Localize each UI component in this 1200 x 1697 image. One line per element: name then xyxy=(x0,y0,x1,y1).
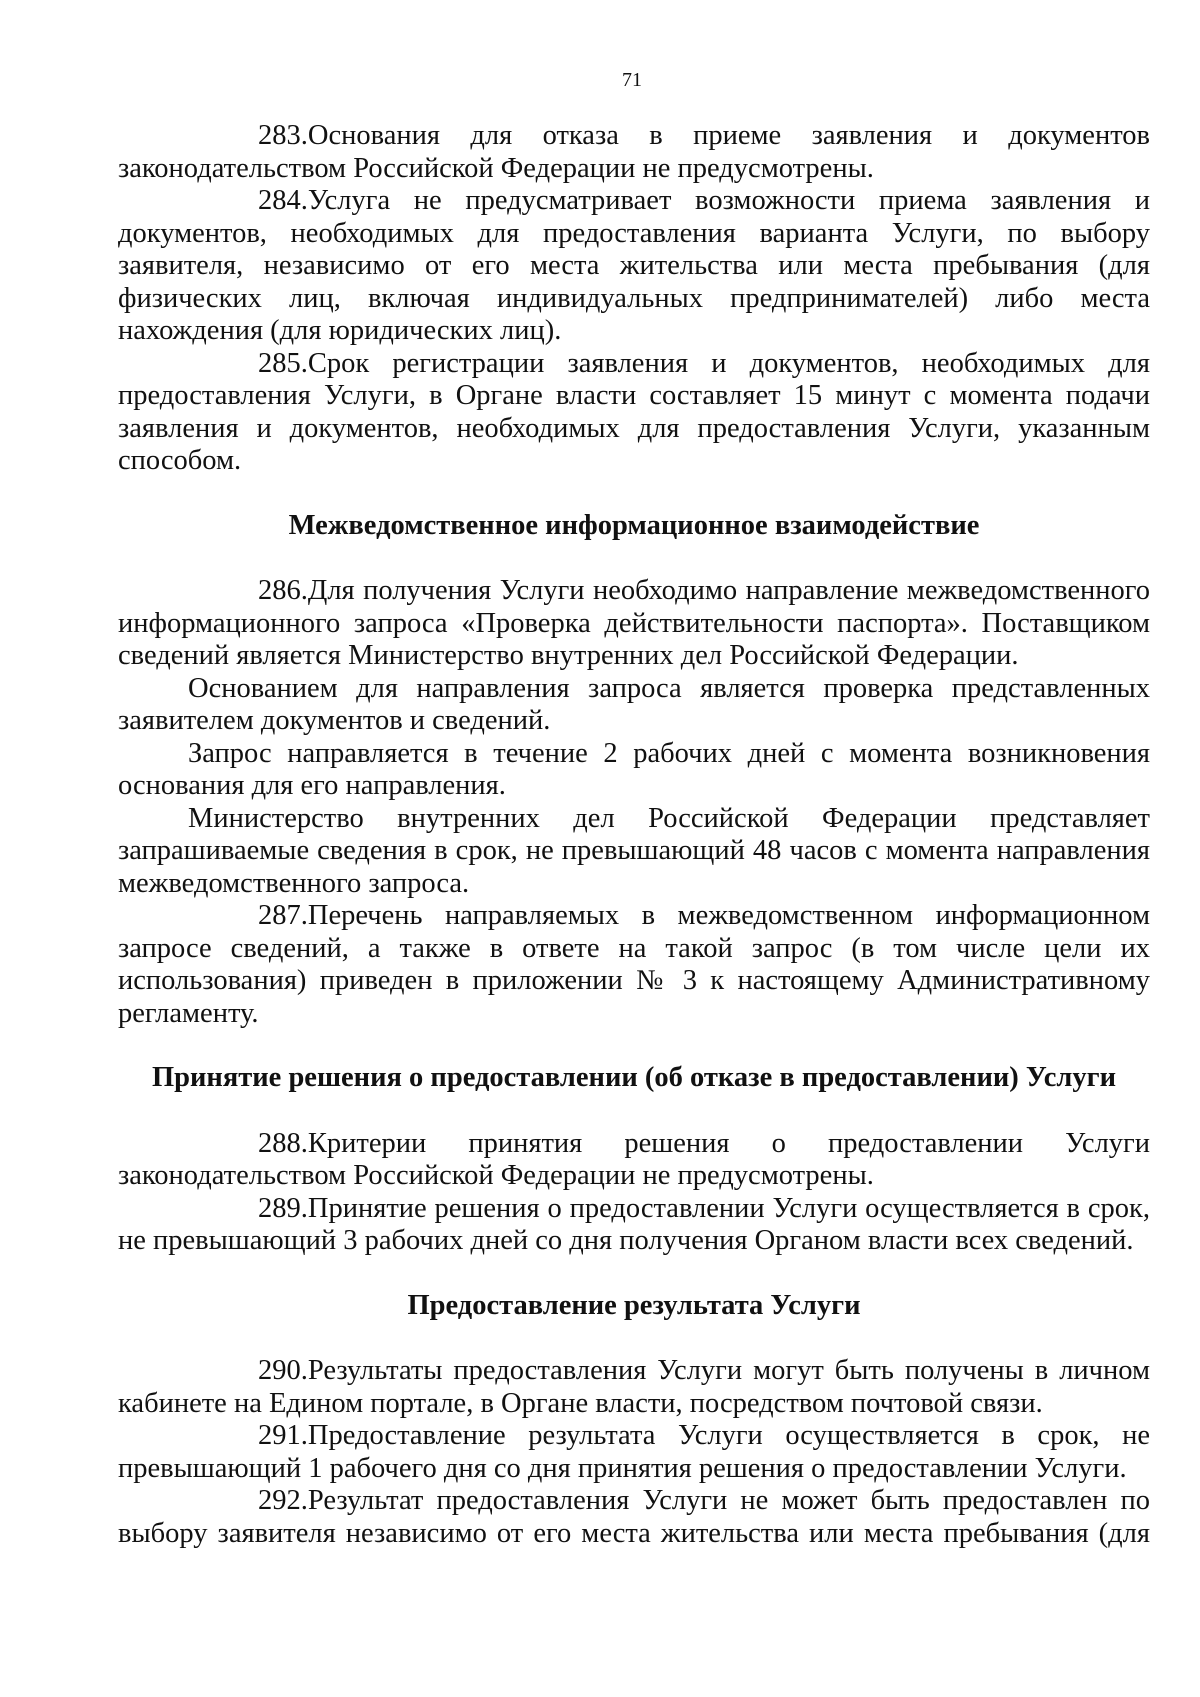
paragraph-291 xyxy=(118,1420,1150,1485)
paragraph-number: 288. xyxy=(258,1127,308,1159)
paragraph-text: Основанием для направления запроса является проверка представленных заявителем документов и сведений. xyxy=(118,672,1150,736)
paragraph-number: 291. xyxy=(258,1420,308,1451)
paragraph-number: 284. xyxy=(258,185,308,216)
paragraph-286 xyxy=(118,575,1150,673)
paragraph-text: Перечень направляемых в межведомственном информационном запросе сведений, а также в ответе на такой запрос (в том числе цели их использования) приведен в приложении № 3 к настоящему Административному регламенту. xyxy=(118,900,1150,1029)
paragraph-285 xyxy=(118,348,1150,478)
paragraph-288 xyxy=(118,1128,1150,1193)
section-heading: Принятие решения о предоставлении (об отказе в предоставлении) Услуги xyxy=(151,1062,1116,1093)
paragraph-text: Результаты предоставления Услуги могут быть получены в личном кабинете на Едином портале, в Органе власти, посредством почтовой связи. xyxy=(118,1355,1150,1419)
paragraph-284 xyxy=(118,185,1150,348)
section-heading: Межведомственное информационное взаимодействие xyxy=(288,509,980,541)
paragraph-number: 289. xyxy=(258,1192,308,1224)
paragraph-290 xyxy=(118,1355,1150,1420)
paragraph-286-basis xyxy=(118,673,1150,738)
paragraph-text: Критерии принятия решения о предоставлении Услуги законодательством Российской Федерации не предусмотрены. xyxy=(118,1127,1150,1191)
paragraph-text: Срок регистрации заявления и документов, необходимых для предоставления Услуги, в Органе власти составляет 15 минут с момента подачи заявления и документов, необходимых для предоставления Услуги, указанным способом. xyxy=(118,347,1150,476)
paragraph-283 xyxy=(118,120,1150,185)
paragraph-292 xyxy=(118,1485,1150,1550)
paragraph-286-ministry xyxy=(118,803,1150,901)
paragraph-289 xyxy=(118,1193,1150,1258)
paragraph-number: 283. xyxy=(258,120,308,151)
paragraph-text: Предоставление результата Услуги осуществляется в срок, не превышающий 1 рабочего дня со дня принятия решения о предоставлении Услуги. xyxy=(118,1420,1150,1484)
document-body xyxy=(118,120,1150,1550)
paragraph-text: Основания для отказа в приеме заявления и документов законодательством Российской Федерации не предусмотрены. xyxy=(118,120,1150,184)
section-heading: Предоставление результата Услуги xyxy=(407,1289,861,1321)
paragraph-number: 285. xyxy=(258,347,308,379)
paragraph-287 xyxy=(118,900,1150,1030)
paragraph-text: Принятие решения о предоставлении Услуги осуществляется в срок, не превышающий 3 рабочих дней со дня получения Органом власти всех сведений. xyxy=(118,1192,1150,1256)
paragraph-text: Запрос направляется в течение 2 рабочих дней с момента возникновения основания для его направления. xyxy=(118,737,1150,801)
paragraph-text: Результат предоставления Услуги не может быть предоставлен по выбору заявителя независимо от его места жительства или места пребывания (для xyxy=(118,1485,1150,1549)
paragraph-number: 292. xyxy=(258,1485,308,1516)
paragraph-286-deadline xyxy=(118,738,1150,803)
paragraph-number: 290. xyxy=(258,1355,308,1386)
paragraph-text: Услуга не предусматривает возможности приема заявления и документов, необходимых для предоставления варианта Услуги, по выбору заявителя, независимо от его места жительства или места пребывания (для физических лиц, включая индивидуальных предпринимателей) либо места нахождения (для юридических лиц). xyxy=(118,185,1150,346)
paragraph-text: Для получения Услуги необходимо направление межведомственного информационного запроса «Проверка действительности паспорта». Поставщиком сведений является Министерство внутренних дел Российской Федерации. xyxy=(118,575,1150,671)
paragraph-number: 287. xyxy=(258,900,308,931)
paragraph-text: Министерство внутренних дел Российской Федерации представляет запрашиваемые сведения в срок, не превышающий 48 часов с момента направления межведомственного запроса. xyxy=(118,802,1150,899)
paragraph-number: 286. xyxy=(258,575,308,606)
page-number: 71 xyxy=(622,69,642,91)
